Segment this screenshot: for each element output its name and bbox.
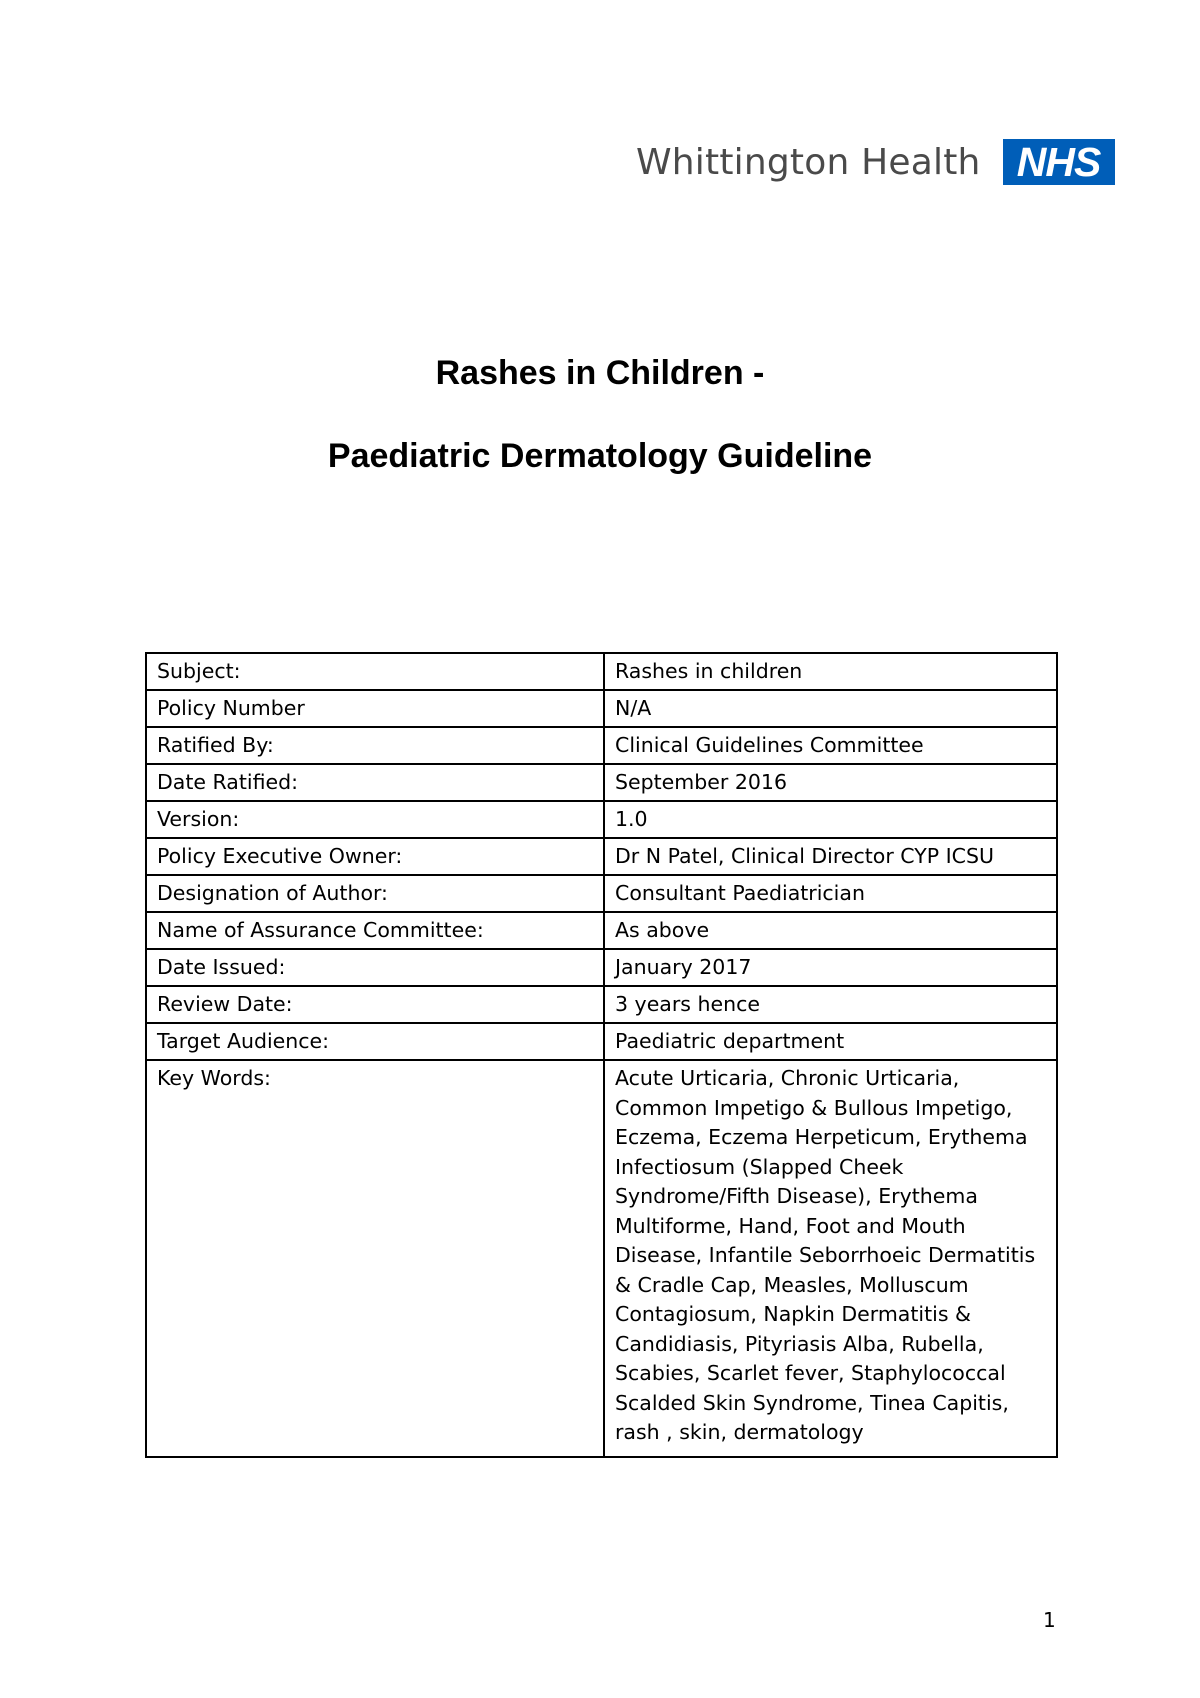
row-value: Paediatric department [604,1023,1057,1060]
row-label: Name of Assurance Committee: [146,912,604,949]
whittington-health-logo [636,138,1115,186]
row-label: Ratified By: [146,727,604,764]
row-value: As above [604,912,1057,949]
row-label: Target Audience: [146,1023,604,1060]
row-label: Date Ratified: [146,764,604,801]
row-label: Policy Executive Owner: [146,838,604,875]
keywords-value: Acute Urticaria, Chronic Urticaria, Common Impetigo & Bullous Impetigo, Eczema, Eczema Herpeticum, Erythema Infectiosum (Slapped Cheek Syndrome/Fifth Disease), Erythema Multiforme, Hand, Foot and Mouth Disease, Infantile Seborrhoeic Dermatitis & Cradle Cap, Measles, Molluscum Contagiosum, Napkin Dermatitis & Candidiasis, Pityriasis Alba, Rubella, Scabies, Scarlet fever, Staphylococcal Scalded Skin Syndrome, Tinea Capitis, rash , skin, dermatology [604,1060,1057,1457]
document-subtitle: Paediatric Dermatology Guideline [327,437,873,475]
row-value: Clinical Guidelines Committee [604,727,1057,764]
row-value: 3 years hence [604,986,1057,1023]
row-label: Subject: [146,653,604,690]
nhs-logo: NHS [1003,139,1115,185]
table-row [146,1023,1057,1060]
row-label: Policy Number [146,690,604,727]
row-label: Review Date: [146,986,604,1023]
table-row [146,690,1057,727]
page-number: 1 [1043,1608,1056,1632]
document-title: Rashes in Children - [435,354,765,392]
table-row [146,875,1057,912]
table-row [146,764,1057,801]
row-label: Version: [146,801,604,838]
row-value: Dr N Patel, Clinical Director CYP ICSU [604,838,1057,875]
row-label: Designation of Author: [146,875,604,912]
policy-metadata-table [145,652,1058,1458]
row-label: Key Words: [146,1060,604,1457]
table-row [146,986,1057,1023]
table-row [146,801,1057,838]
row-value: N/A [604,690,1057,727]
row-value: Rashes in children [604,653,1057,690]
table-row [146,949,1057,986]
table-row [146,912,1057,949]
organization-name: Whittington Health [636,141,981,183]
row-label: Date Issued: [146,949,604,986]
row-value: 1.0 [604,801,1057,838]
row-value: Consultant Paediatrician [604,875,1057,912]
table-row [146,1060,1057,1457]
table-row [146,727,1057,764]
row-value: January 2017 [604,949,1057,986]
table-row [146,838,1057,875]
table-row [146,653,1057,690]
row-value: September 2016 [604,764,1057,801]
